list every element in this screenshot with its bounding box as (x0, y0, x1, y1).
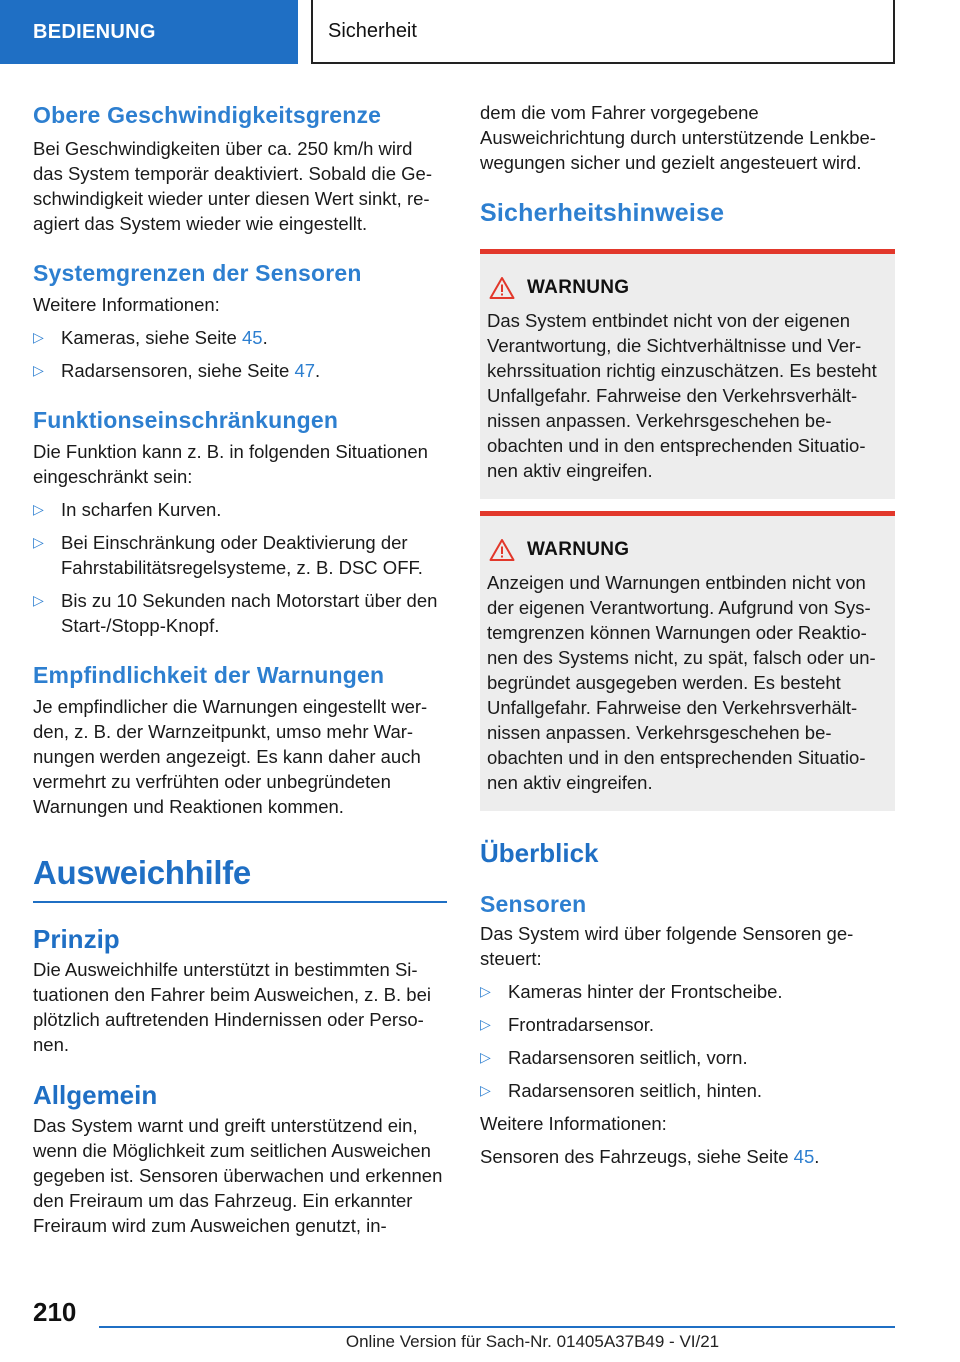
list-item: ▷ Radarsensoren seitlich, hinten. (480, 1078, 895, 1103)
heading-warning-sensitivity: Empfindlichkeit der Warnungen (33, 662, 385, 688)
chapter-tab (0, 0, 298, 64)
triangle-right-icon: ▷ (480, 1017, 491, 1033)
paragraph-sensors: Das System wird über folgende Sensoren gesteuert: (480, 923, 854, 969)
list-item: ▷ Bei Einschränkung oder Deaktivierung der Fahrstabilitätsregelsysteme, z. B. DSC OFF. (33, 532, 423, 578)
heading-sensors: Sensoren (480, 891, 587, 917)
triangle-right-icon: ▷ (480, 984, 491, 1000)
list-item: ▷ Radarsensoren seitlich, vorn. (480, 1045, 895, 1070)
paragraph-principle: Die Ausweichhilfe unterstützt in bestimmten Situationen den Fahrer beim Ausweichen, z. B. bei plötzlich auftretenden Hindernissen oder Personen. (33, 959, 431, 1055)
list-item: ▷ Radarsensoren, siehe Seite 47. (33, 358, 447, 383)
triangle-right-icon: ▷ (480, 1050, 491, 1066)
warning-title: WARNUNG (527, 277, 630, 298)
section-tab (311, 0, 895, 64)
paragraph-function-limits: Die Funktion kann z. B. in folgenden Situationen eingeschränkt sein: (33, 441, 428, 487)
page-number: 210 (33, 1297, 77, 1327)
right-column (480, 100, 895, 1169)
heading-overview: Überblick (480, 838, 599, 868)
warning-text: Anzeigen und Warnungen entbinden nicht von der eigenen Verantwortung. Aufgrund von Systemgrenzen können Warnungen oder Reaktionen des Systems nicht, zu spät, falsch oder unbegründet ausgegeben werden. Es besteht Unfallgefahr. Fahrweise den Verkehrsverhältnissen anpassen. Verkehrsgeschehen beobachten und in den entsprechenden Situationen aktiv eingreifen. (487, 572, 876, 793)
list-item: ▷ Bis zu 10 Sekunden nach Motorstart über den Start-/Stopp-Knopf. (33, 590, 438, 636)
triangle-right-icon: ▷ (480, 1083, 491, 1099)
paragraph-sensor-limits: Weitere Informationen: (33, 294, 220, 315)
heading-speed-limit: Obere Geschwindigkeitsgrenze (33, 102, 382, 128)
triangle-right-icon: ▷ (33, 363, 44, 379)
footer-version: Online Version für Sach-Nr. 01405A37B49 - VI/21 (345, 1332, 720, 1351)
paragraph-reference: Sensoren des Fahrzeugs, siehe Seite 45. (480, 1146, 820, 1167)
triangle-right-icon: ▷ (33, 593, 44, 609)
paragraph-continued: dem die vom Fahrer vorgegebene Ausweichrichtung durch unterstützende Lenkbewegungen sicher und gezielt angesteuert wird. (480, 102, 876, 173)
heading-function-limits: Funktionseinschränkungen (33, 407, 339, 433)
chapter-divider (33, 901, 447, 903)
page-link[interactable]: 45 (793, 1146, 815, 1167)
footer-divider (99, 1326, 895, 1328)
left-column (33, 100, 447, 1238)
warning-box (480, 249, 895, 499)
section-label: Sicherheit (328, 19, 417, 42)
paragraph-more-info: Weitere Informationen: (480, 1113, 667, 1134)
sensors-list (480, 979, 895, 1103)
sensor-limits-list (33, 325, 447, 383)
heading-general: Allgemein (33, 1080, 158, 1110)
warning-text: Das System entbindet nicht von der eigenen Verantwortung, die Sichtverhältnisse und Verkehrssituation richtig einzuschätzen. Es besteht Unfallgefahr. Fahrweise den Verkehrsverhältnissen anpassen. Verkehrsgeschehen beobachten und in den entsprechenden Situationen aktiv eingreifen. (487, 310, 877, 481)
page-link[interactable]: 45 (241, 327, 263, 348)
warning-title: WARNUNG (527, 539, 630, 560)
triangle-right-icon: ▷ (33, 535, 44, 551)
function-limits-list (33, 497, 447, 638)
paragraph-speed-limit: Bei Geschwindigkeiten über ca. 250 km/h wird das System temporär deaktiviert. Sobald die Geschwindigkeit wieder unter diesen Wert sinkt, reagiert das System wieder wie eingestellt. (33, 138, 432, 234)
heading-safety-notes: Sicherheitshinweise (480, 199, 725, 227)
heading-principle: Prinzip (33, 924, 120, 954)
paragraph-warning-sensitivity: Je empfindlicher die Warnungen eingestellt werden, z. B. der Warnzeitpunkt, umso mehr Warnungen werden angezeigt. Es kann daher auch vermehrt zu verfrühten oder unbegründeten Warnungen und Reaktionen kommen. (33, 696, 428, 817)
list-item: ▷ Frontradarsensor. (480, 1012, 895, 1037)
warning-box (480, 511, 895, 811)
chapter-title: Ausweichhilfe (33, 854, 251, 891)
paragraph-general: Das System warnt und greift unterstützend ein, wenn die Möglichkeit zum seitlichen Ausweichen gegeben ist. Sensoren überwachen und erkennen den Freiraum um das Fahrzeug. Ein erkannter Freiraum wird zum Ausweichen genutzt, in- (33, 1115, 443, 1236)
triangle-right-icon: ▷ (33, 330, 44, 346)
warning-triangle-icon (489, 276, 515, 300)
list-item: ▷ In scharfen Kurven. (33, 497, 447, 522)
chapter-label: BEDIENUNG (33, 20, 156, 43)
page-link[interactable]: 47 (294, 360, 316, 381)
heading-sensor-limits: Systemgrenzen der Sensoren (33, 260, 362, 286)
warning-triangle-icon (489, 538, 515, 562)
list-item: ▷ Kameras, siehe Seite 45. (33, 325, 447, 350)
triangle-right-icon: ▷ (33, 502, 44, 518)
list-item: ▷ Kameras hinter der Frontscheibe. (480, 979, 895, 1004)
